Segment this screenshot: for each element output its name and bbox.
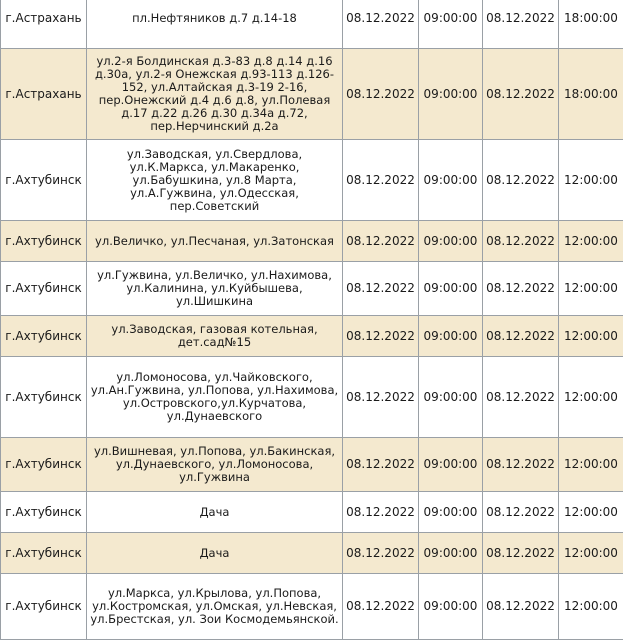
city-cell: г.Астрахань [1, 0, 87, 49]
end-date-cell: 08.12.2022 [483, 140, 559, 221]
address-cell: ул.Величко, ул.Песчаная, ул.Затонская [87, 221, 343, 262]
end-date-cell: 08.12.2022 [483, 357, 559, 438]
start-date-cell: 08.12.2022 [343, 316, 419, 357]
start-date-cell: 08.12.2022 [343, 140, 419, 221]
end-time-cell: 18:00:00 [559, 49, 623, 140]
address-cell: ул.Ломоносова, ул.Чайковского, ул.Ан.Гужвина, ул.Попова, ул.Нахимова, ул.Островского,ул.Курчатова, ул.Дунаевского [87, 357, 343, 438]
city-cell: г.Ахтубинск [1, 140, 87, 221]
city-cell: г.Ахтубинск [1, 492, 87, 533]
end-date-cell: 08.12.2022 [483, 438, 559, 492]
start-time-cell: 09:00:00 [419, 316, 483, 357]
start-time-cell: 09:00:00 [419, 492, 483, 533]
table-row [1, 533, 623, 574]
end-time-cell: 18:00:00 [559, 0, 623, 49]
table-row [1, 316, 623, 357]
start-time-cell: 09:00:00 [419, 574, 483, 640]
table-row [1, 221, 623, 262]
end-time-cell: 12:00:00 [559, 574, 623, 640]
start-date-cell: 08.12.2022 [343, 438, 419, 492]
table-row [1, 574, 623, 640]
start-time-cell: 09:00:00 [419, 262, 483, 316]
start-date-cell: 08.12.2022 [343, 49, 419, 140]
address-cell: Дача [87, 492, 343, 533]
address-cell: пл.Нефтяников д.7 д.14-18 [87, 0, 343, 49]
end-time-cell: 12:00:00 [559, 492, 623, 533]
city-cell: г.Ахтубинск [1, 533, 87, 574]
end-date-cell: 08.12.2022 [483, 262, 559, 316]
end-time-cell: 12:00:00 [559, 533, 623, 574]
start-time-cell: 09:00:00 [419, 140, 483, 221]
end-time-cell: 12:00:00 [559, 221, 623, 262]
start-time-cell: 09:00:00 [419, 221, 483, 262]
end-date-cell: 08.12.2022 [483, 492, 559, 533]
start-time-cell: 09:00:00 [419, 357, 483, 438]
start-date-cell: 08.12.2022 [343, 0, 419, 49]
city-cell: г.Ахтубинск [1, 262, 87, 316]
start-time-cell: 09:00:00 [419, 49, 483, 140]
start-time-cell: 09:00:00 [419, 533, 483, 574]
end-date-cell: 08.12.2022 [483, 49, 559, 140]
end-date-cell: 08.12.2022 [483, 0, 559, 49]
end-time-cell: 12:00:00 [559, 438, 623, 492]
start-date-cell: 08.12.2022 [343, 221, 419, 262]
city-cell: г.Ахтубинск [1, 357, 87, 438]
end-time-cell: 12:00:00 [559, 357, 623, 438]
city-cell: г.Ахтубинск [1, 316, 87, 357]
start-date-cell: 08.12.2022 [343, 262, 419, 316]
address-cell: ул.Заводская, газовая котельная, дет.сад№15 [87, 316, 343, 357]
city-cell: г.Ахтубинск [1, 438, 87, 492]
table-row [1, 438, 623, 492]
end-date-cell: 08.12.2022 [483, 533, 559, 574]
end-time-cell: 12:00:00 [559, 316, 623, 357]
table-row [1, 357, 623, 438]
start-date-cell: 08.12.2022 [343, 533, 419, 574]
end-date-cell: 08.12.2022 [483, 221, 559, 262]
start-date-cell: 08.12.2022 [343, 492, 419, 533]
table-row [1, 49, 623, 140]
start-time-cell: 09:00:00 [419, 0, 483, 49]
end-date-cell: 08.12.2022 [483, 574, 559, 640]
address-cell: ул.2-я Болдинская д.3-83 д.8 д.14 д.16 д.30а, ул.2-я Онежская д.93-113 д.126-152, ул.Алтайская д.3-19 2-16, пер.Онежский д.4 д.6 д.8, ул.Полевая д.17 д.22 д.26 д.30 д.34а д.72, пер.Нерчинский д.2а [87, 49, 343, 140]
start-time-cell: 09:00:00 [419, 438, 483, 492]
city-cell: г.Ахтубинск [1, 574, 87, 640]
address-cell: Дача [87, 533, 343, 574]
address-cell: ул.Маркса, ул.Крылова, ул.Попова, ул.Костромская, ул.Омская, ул.Невская, ул.Брестская, ул. Зои Космодемьянской. [87, 574, 343, 640]
address-cell: ул.Заводская, ул.Свердлова, ул.К.Маркса, ул.Макаренко, ул.Бабушкина, ул.8 Марта, ул.А.Гужвина, ул.Одесская, пер.Советский [87, 140, 343, 221]
end-date-cell: 08.12.2022 [483, 316, 559, 357]
table-row [1, 0, 623, 49]
table-row [1, 262, 623, 316]
city-cell: г.Ахтубинск [1, 221, 87, 262]
start-date-cell: 08.12.2022 [343, 574, 419, 640]
end-time-cell: 12:00:00 [559, 262, 623, 316]
city-cell: г.Астрахань [1, 49, 87, 140]
table-row [1, 140, 623, 221]
end-time-cell: 12:00:00 [559, 140, 623, 221]
start-date-cell: 08.12.2022 [343, 357, 419, 438]
table-row [1, 492, 623, 533]
address-cell: ул.Гужвина, ул.Величко, ул.Нахимова, ул.Калинина, ул.Куйбышева, ул.Шишкина [87, 262, 343, 316]
address-cell: ул.Вишневая, ул.Попова, ул.Бакинская, ул.Дунаевского, ул.Ломоносова, ул.Гужвина [87, 438, 343, 492]
